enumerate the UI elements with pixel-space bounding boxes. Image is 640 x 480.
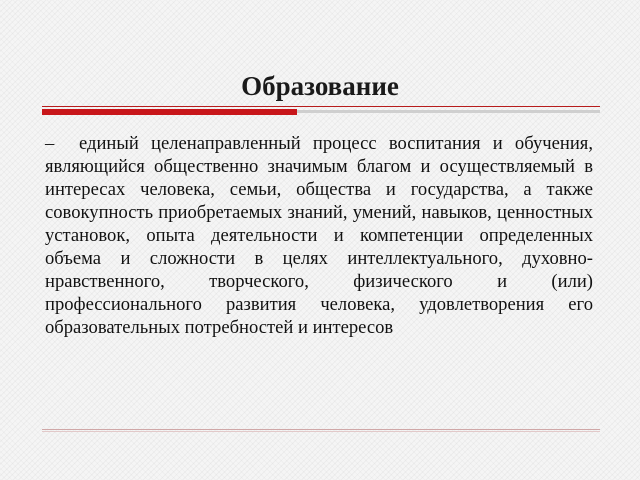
definition-text: единый целенаправленный процесс воспитания и обучения, являющийся общественно значимым благом и осуществляемый в интересах человека, семьи, общества и государства, а также совокупность приобретаемых знаний, умений, навыков, ценностных установок, опыта деятельности и компетенции определенных объема и сложности в целях интеллектуального, духовно-нравственного, творческого, физического и (или) профессионального развития человека, удовлетворения его образовательных потребностей и интересов bbox=[45, 133, 593, 338]
definition-dash: – bbox=[45, 133, 55, 154]
title-divider-thin bbox=[42, 106, 600, 107]
footer-divider-shadow bbox=[42, 431, 600, 432]
footer-divider bbox=[42, 429, 600, 430]
definition-paragraph bbox=[45, 132, 593, 339]
slide-title: Образование bbox=[241, 71, 399, 101]
title-divider-accent bbox=[42, 109, 297, 115]
title-divider-gray bbox=[297, 110, 600, 113]
